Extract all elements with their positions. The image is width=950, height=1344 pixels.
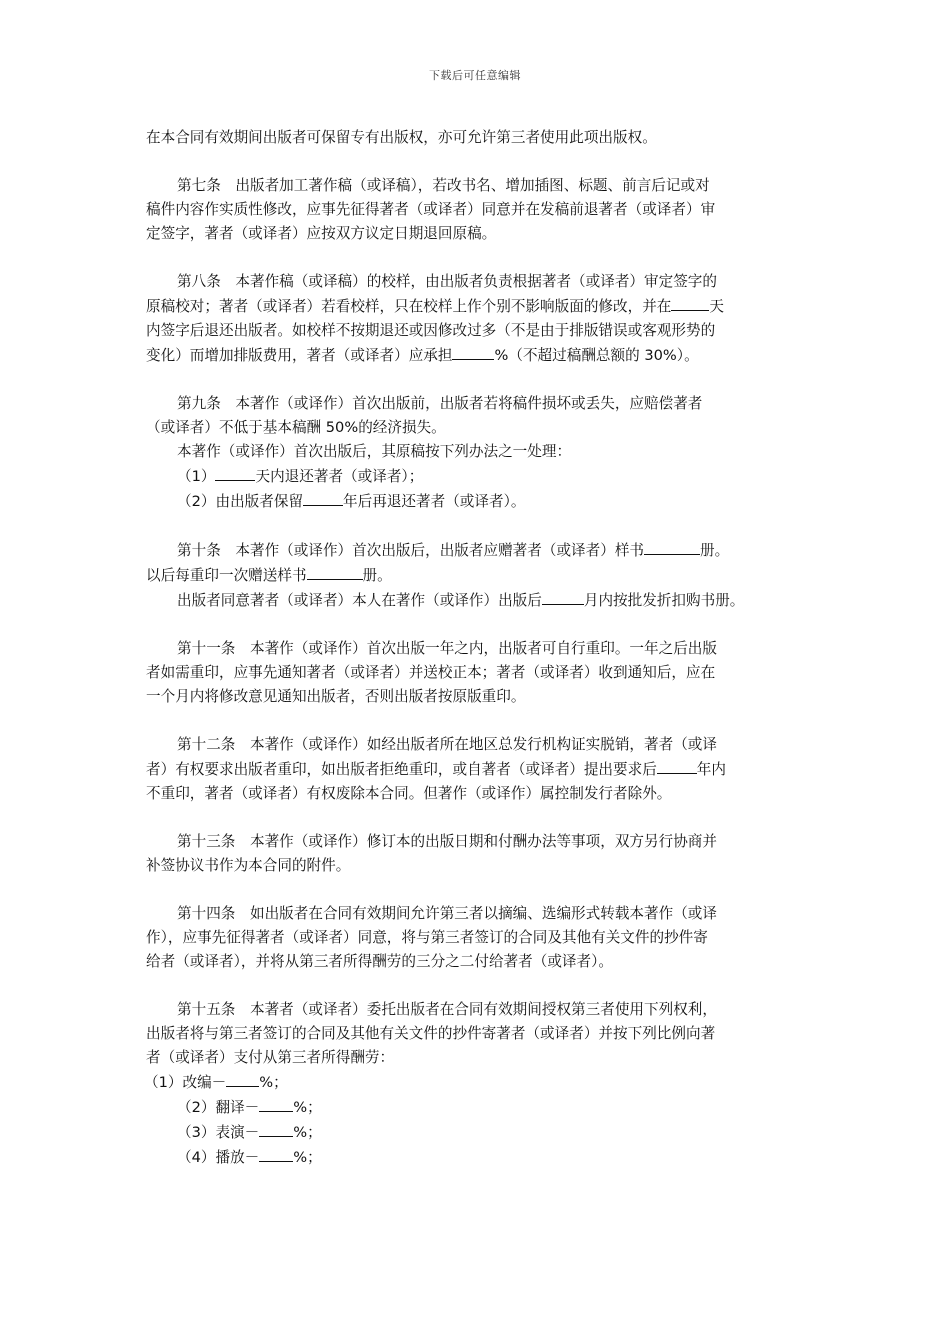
contract-body — [146, 126, 818, 1170]
article-11-line-2: 者如需重印，应事先通知著者（或译者）并送校正本；著者（或译者）收到通知后，应在 — [146, 664, 716, 681]
article-9-line-3: 本著作（或译作）首次出版后，其原稿按下列办法之一处理： — [177, 443, 572, 460]
article-7-line-3: 定签字，著者（或译者）应按双方议定日期退回原稿。 — [146, 225, 497, 242]
article-9-line-5: （2）由出版者保留 年后再退还著者（或译者）。 — [146, 489, 818, 514]
blank-days-field[interactable] — [671, 294, 709, 311]
article-12-line-2: 者）有权要求出版者重印，如出版者拒绝重印，或自著者（或译者）提出要求后 年内 — [146, 757, 818, 782]
article-15-item-3: （3）表演－ %； — [146, 1120, 818, 1145]
article-15-line-2: 出版者将与第三者签订的合同及其他有关文件的抄件寄著者（或译者）并按下列比例向著 — [146, 1025, 716, 1042]
article-9-line-4: （1） 天内退还著者（或译者）； — [146, 464, 818, 489]
article-8-line-2: 原稿校对；著者（或译者）若看校样，只在校样上作个别不影响版面的修改，并在 天 — [146, 294, 818, 319]
blank-percent-field[interactable] — [259, 1095, 293, 1112]
article-10-line-3: 出版者同意著者（或译者）本人在著作（或译作）出版后 月内按批发折扣购书册。 — [146, 588, 818, 613]
blank-percent-field[interactable] — [452, 343, 494, 360]
article-8-line-4: 变化）而增加排版费用，著者（或译者）应承担 %（不超过稿酬总额的 30%）。 — [146, 343, 818, 368]
blank-days-field[interactable] — [215, 464, 255, 481]
article-15-line-1: 第十五条 本著者（或译者）委托出版者在合同有效期间授权第三者使用下列权利， — [177, 1001, 717, 1018]
article-12-line-3: 不重印，著者（或译者）有权废除本合同。但著作（或译作）属控制发行者除外。 — [146, 785, 672, 802]
article-15-item-2: （2）翻译－ %； — [146, 1095, 818, 1120]
article-14-line-1: 第十四条 如出版者在合同有效期间允许第三者以摘编、选编形式转载本著作（或译 — [177, 905, 717, 922]
paragraph-line: 在本合同有效期间出版者可保留专有出版权，亦可允许第三者使用此项出版权。 — [146, 129, 657, 146]
article-14-line-2: 作），应事先征得著者（或译者）同意，将与第三者签订的合同及其他有关文件的抄件寄 — [146, 929, 708, 946]
article-8-line-3: 内签字后退还出版者。如校样不按期退还或因修改过多（不是由于排版错误或客观形势的 — [146, 322, 716, 339]
blank-years-field[interactable] — [657, 757, 697, 774]
article-14-line-3: 给者（或译者），并将从第三者所得酬劳的三分之二付给著者（或译者）。 — [146, 953, 613, 970]
article-7-line-2: 稿件内容作实质性修改，应事先征得著者（或译者）同意并在发稿前退著者（或译者）审 — [146, 201, 716, 218]
article-15-line-3: 者（或译者）支付从第三者所得酬劳： — [146, 1049, 395, 1066]
article-9-line-1: 第九条 本著作（或译作）首次出版前，出版者若将稿件损坏或丢失，应赔偿著者 — [177, 395, 703, 412]
blank-percent-field[interactable] — [259, 1145, 293, 1162]
article-10-line-2: 以后每重印一次赠送样书 册。 — [146, 563, 818, 588]
article-11-line-3: 一个月内将修改意见通知出版者，否则出版者按原版重印。 — [146, 688, 526, 705]
article-12-line-1: 第十二条 本著作（或译作）如经出版者所在地区总发行机构证实脱销，著者（或译 — [177, 736, 717, 753]
article-13-line-2: 补签协议书作为本合同的附件。 — [146, 857, 351, 874]
blank-months-field[interactable] — [542, 588, 584, 605]
blank-percent-field[interactable] — [226, 1070, 259, 1087]
article-15-item-1: （1）改编－ %； — [144, 1070, 818, 1095]
blank-copies-field[interactable] — [644, 538, 700, 555]
page-header-watermark: 下载后可任意编辑 — [429, 69, 521, 82]
article-7-line-1: 第七条 出版者加工著作稿（或译稿），若改书名、增加插图、标题、前言后记或对 — [177, 177, 710, 194]
article-9-line-2: （或译者）不低于基本稿酬 50%的经济损失。 — [146, 419, 446, 436]
article-15-item-4: （4）播放－ %； — [146, 1145, 818, 1170]
article-11-line-1: 第十一条 本著作（或译作）首次出版一年之内，出版者可自行重印。一年之后出版 — [177, 640, 717, 657]
blank-copies-field[interactable] — [307, 563, 363, 580]
article-8-line-1: 第八条 本著作稿（或译稿）的校样，由出版者负责根据著者（或译者）审定签字的 — [177, 273, 717, 290]
blank-years-field[interactable] — [303, 489, 343, 506]
article-10-line-1: 第十条 本著作（或译作）首次出版后，出版者应赠著者（或译者）样书 册。 — [146, 538, 818, 563]
blank-percent-field[interactable] — [259, 1120, 293, 1137]
article-13-line-1: 第十三条 本著作（或译作）修订本的出版日期和付酬办法等事项，双方另行协商并 — [177, 833, 717, 850]
